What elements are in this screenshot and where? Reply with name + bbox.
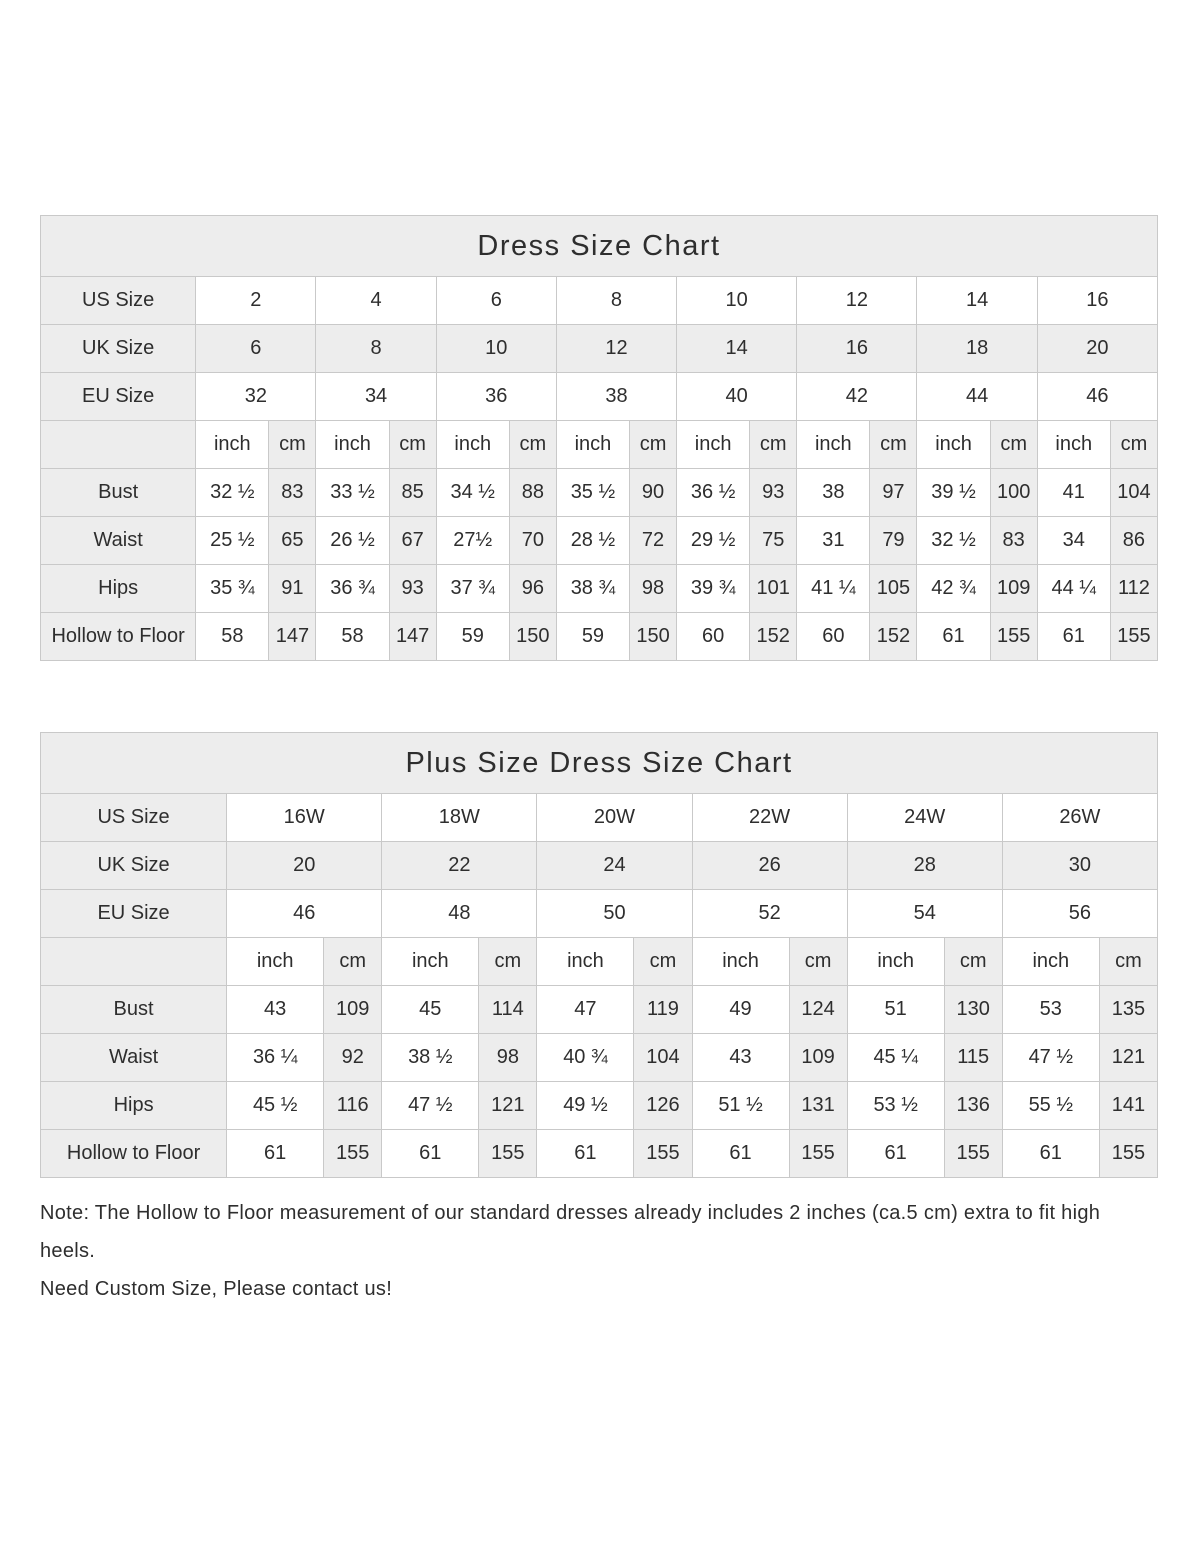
us-size-value: 18W xyxy=(382,794,537,842)
waist-cm-value: 67 xyxy=(389,517,436,565)
uk-size-value: 30 xyxy=(1002,842,1157,890)
bust-cm-value: 100 xyxy=(990,469,1037,517)
hollow-inch-value: 61 xyxy=(1037,613,1110,661)
unit-header-inch: inch xyxy=(556,421,629,469)
us-size-value: 16W xyxy=(227,794,382,842)
uk-size-value: 16 xyxy=(797,325,917,373)
hollow-inch-value: 61 xyxy=(227,1130,324,1178)
us-size-value: 16 xyxy=(1037,277,1157,325)
hollow-cm-value: 152 xyxy=(870,613,917,661)
plus-size-dress-chart-table xyxy=(40,732,1158,1178)
hollow-cm-value: 152 xyxy=(750,613,797,661)
row-label-units xyxy=(41,938,227,986)
uk-size-value: 8 xyxy=(316,325,436,373)
row-label-hips: Hips xyxy=(41,565,196,613)
eu-size-value: 36 xyxy=(436,373,556,421)
unit-header-cm: cm xyxy=(944,938,1002,986)
waist-inch-value: 31 xyxy=(797,517,870,565)
unit-header-cm: cm xyxy=(1099,938,1157,986)
eu-size-value: 42 xyxy=(797,373,917,421)
hips-inch-value: 51 ½ xyxy=(692,1082,789,1130)
hips-inch-value: 42 ¾ xyxy=(917,565,990,613)
uk-size-value: 18 xyxy=(917,325,1037,373)
uk-size-value: 24 xyxy=(537,842,692,890)
hips-cm-value: 141 xyxy=(1099,1082,1157,1130)
uk-size-value: 28 xyxy=(847,842,1002,890)
uk-size-value: 26 xyxy=(692,842,847,890)
waist-cm-value: 98 xyxy=(479,1034,537,1082)
bust-cm-value: 90 xyxy=(630,469,677,517)
us-size-value: 8 xyxy=(556,277,676,325)
eu-size-value: 38 xyxy=(556,373,676,421)
hips-inch-value: 41 ¼ xyxy=(797,565,870,613)
hollow-inch-value: 59 xyxy=(556,613,629,661)
hips-cm-value: 126 xyxy=(634,1082,692,1130)
bust-inch-value: 34 ½ xyxy=(436,469,509,517)
us-size-value: 20W xyxy=(537,794,692,842)
bust-inch-value: 53 xyxy=(1002,986,1099,1034)
eu-size-value: 52 xyxy=(692,890,847,938)
unit-header-inch: inch xyxy=(382,938,479,986)
us-size-value: 24W xyxy=(847,794,1002,842)
bust-cm-value: 114 xyxy=(479,986,537,1034)
waist-cm-value: 115 xyxy=(944,1034,1002,1082)
hollow-cm-value: 155 xyxy=(634,1130,692,1178)
hollow-cm-value: 155 xyxy=(1110,613,1157,661)
unit-header-cm: cm xyxy=(269,421,316,469)
hollow-cm-value: 150 xyxy=(509,613,556,661)
unit-header-inch: inch xyxy=(692,938,789,986)
us-size-value: 10 xyxy=(677,277,797,325)
waist-inch-value: 40 ¾ xyxy=(537,1034,634,1082)
bust-inch-value: 32 ½ xyxy=(196,469,269,517)
hips-cm-value: 96 xyxy=(509,565,556,613)
bust-cm-value: 97 xyxy=(870,469,917,517)
hollow-cm-value: 155 xyxy=(990,613,1037,661)
eu-size-value: 46 xyxy=(227,890,382,938)
waist-cm-value: 86 xyxy=(1110,517,1157,565)
uk-size-value: 22 xyxy=(382,842,537,890)
hips-cm-value: 93 xyxy=(389,565,436,613)
row-label-waist: Waist xyxy=(41,517,196,565)
waist-cm-value: 79 xyxy=(870,517,917,565)
bust-cm-value: 85 xyxy=(389,469,436,517)
hips-inch-value: 53 ½ xyxy=(847,1082,944,1130)
bust-cm-value: 104 xyxy=(1110,469,1157,517)
bust-cm-value: 130 xyxy=(944,986,1002,1034)
unit-header-inch: inch xyxy=(436,421,509,469)
bust-cm-value: 119 xyxy=(634,986,692,1034)
eu-size-value: 44 xyxy=(917,373,1037,421)
hips-cm-value: 91 xyxy=(269,565,316,613)
row-label-eu-size: EU Size xyxy=(41,373,196,421)
bust-inch-value: 47 xyxy=(537,986,634,1034)
row-label-us-size: US Size xyxy=(41,277,196,325)
us-size-value: 4 xyxy=(316,277,436,325)
unit-header-inch: inch xyxy=(1037,421,1110,469)
hollow-cm-value: 155 xyxy=(944,1130,1002,1178)
waist-cm-value: 65 xyxy=(269,517,316,565)
hollow-inch-value: 61 xyxy=(537,1130,634,1178)
unit-header-inch: inch xyxy=(847,938,944,986)
uk-size-value: 6 xyxy=(196,325,316,373)
unit-header-inch: inch xyxy=(316,421,389,469)
hips-cm-value: 105 xyxy=(870,565,917,613)
uk-size-value: 20 xyxy=(1037,325,1157,373)
unit-header-cm: cm xyxy=(750,421,797,469)
eu-size-value: 56 xyxy=(1002,890,1157,938)
waist-inch-value: 34 xyxy=(1037,517,1110,565)
row-label-units xyxy=(41,421,196,469)
waist-cm-value: 104 xyxy=(634,1034,692,1082)
hips-inch-value: 36 ¾ xyxy=(316,565,389,613)
us-size-value: 26W xyxy=(1002,794,1157,842)
row-label-eu-size: EU Size xyxy=(41,890,227,938)
eu-size-value: 32 xyxy=(196,373,316,421)
hollow-cm-value: 155 xyxy=(1099,1130,1157,1178)
bust-inch-value: 49 xyxy=(692,986,789,1034)
hollow-inch-value: 61 xyxy=(692,1130,789,1178)
waist-cm-value: 92 xyxy=(324,1034,382,1082)
eu-size-value: 40 xyxy=(677,373,797,421)
us-size-value: 6 xyxy=(436,277,556,325)
waist-inch-value: 28 ½ xyxy=(556,517,629,565)
unit-header-cm: cm xyxy=(479,938,537,986)
waist-cm-value: 70 xyxy=(509,517,556,565)
hips-cm-value: 121 xyxy=(479,1082,537,1130)
bust-cm-value: 135 xyxy=(1099,986,1157,1034)
hips-inch-value: 44 ¼ xyxy=(1037,565,1110,613)
waist-cm-value: 121 xyxy=(1099,1034,1157,1082)
hollow-to-floor-note: Note: The Hollow to Floor measurement of our standard dresses already includes 2 inches (ca.5 cm) extra to fit high heels. xyxy=(40,1202,1101,1262)
custom-size-note: Need Custom Size, Please contact us! xyxy=(40,1278,393,1300)
bust-inch-value: 43 xyxy=(227,986,324,1034)
unit-header-cm: cm xyxy=(990,421,1037,469)
hollow-inch-value: 58 xyxy=(196,613,269,661)
uk-size-value: 20 xyxy=(227,842,382,890)
waist-inch-value: 38 ½ xyxy=(382,1034,479,1082)
hollow-inch-value: 60 xyxy=(797,613,870,661)
us-size-value: 12 xyxy=(797,277,917,325)
bust-cm-value: 83 xyxy=(269,469,316,517)
row-label-us-size: US Size xyxy=(41,794,227,842)
row-label-bust: Bust xyxy=(41,986,227,1034)
waist-inch-value: 47 ½ xyxy=(1002,1034,1099,1082)
hollow-cm-value: 155 xyxy=(789,1130,847,1178)
bust-inch-value: 45 xyxy=(382,986,479,1034)
unit-header-cm: cm xyxy=(789,938,847,986)
hollow-cm-value: 147 xyxy=(389,613,436,661)
bust-cm-value: 124 xyxy=(789,986,847,1034)
row-label-hollow: Hollow to Floor xyxy=(41,1130,227,1178)
row-label-hollow: Hollow to Floor xyxy=(41,613,196,661)
waist-inch-value: 29 ½ xyxy=(677,517,750,565)
unit-header-inch: inch xyxy=(917,421,990,469)
hollow-cm-value: 155 xyxy=(479,1130,537,1178)
bust-inch-value: 41 xyxy=(1037,469,1110,517)
unit-header-inch: inch xyxy=(537,938,634,986)
hips-inch-value: 38 ¾ xyxy=(556,565,629,613)
hips-inch-value: 39 ¾ xyxy=(677,565,750,613)
unit-header-cm: cm xyxy=(630,421,677,469)
uk-size-value: 12 xyxy=(556,325,676,373)
us-size-value: 14 xyxy=(917,277,1037,325)
eu-size-value: 34 xyxy=(316,373,436,421)
unit-header-cm: cm xyxy=(870,421,917,469)
hips-inch-value: 49 ½ xyxy=(537,1082,634,1130)
hollow-cm-value: 155 xyxy=(324,1130,382,1178)
unit-header-cm: cm xyxy=(389,421,436,469)
standard-chart-title: Dress Size Chart xyxy=(41,216,1158,277)
unit-header-inch: inch xyxy=(677,421,750,469)
uk-size-value: 10 xyxy=(436,325,556,373)
hips-inch-value: 35 ¾ xyxy=(196,565,269,613)
unit-header-inch: inch xyxy=(227,938,324,986)
bust-cm-value: 93 xyxy=(750,469,797,517)
bust-inch-value: 35 ½ xyxy=(556,469,629,517)
unit-header-cm: cm xyxy=(634,938,692,986)
eu-size-value: 50 xyxy=(537,890,692,938)
bust-inch-value: 36 ½ xyxy=(677,469,750,517)
hips-inch-value: 47 ½ xyxy=(382,1082,479,1130)
row-label-hips: Hips xyxy=(41,1082,227,1130)
hips-cm-value: 112 xyxy=(1110,565,1157,613)
bust-inch-value: 33 ½ xyxy=(316,469,389,517)
row-label-bust: Bust xyxy=(41,469,196,517)
unit-header-cm: cm xyxy=(1110,421,1157,469)
hollow-inch-value: 61 xyxy=(847,1130,944,1178)
hips-inch-value: 37 ¾ xyxy=(436,565,509,613)
size-chart-content xyxy=(40,215,1158,1308)
waist-inch-value: 43 xyxy=(692,1034,789,1082)
bust-cm-value: 109 xyxy=(324,986,382,1034)
dress-size-chart-table xyxy=(40,215,1158,661)
row-label-uk-size: UK Size xyxy=(41,842,227,890)
waist-inch-value: 45 ¼ xyxy=(847,1034,944,1082)
unit-header-inch: inch xyxy=(797,421,870,469)
hollow-cm-value: 150 xyxy=(630,613,677,661)
us-size-value: 2 xyxy=(196,277,316,325)
bust-inch-value: 38 xyxy=(797,469,870,517)
eu-size-value: 48 xyxy=(382,890,537,938)
hips-cm-value: 98 xyxy=(630,565,677,613)
hollow-inch-value: 58 xyxy=(316,613,389,661)
row-label-waist: Waist xyxy=(41,1034,227,1082)
hollow-inch-value: 61 xyxy=(917,613,990,661)
hips-cm-value: 116 xyxy=(324,1082,382,1130)
bust-inch-value: 51 xyxy=(847,986,944,1034)
us-size-value: 22W xyxy=(692,794,847,842)
eu-size-value: 46 xyxy=(1037,373,1157,421)
hips-cm-value: 136 xyxy=(944,1082,1002,1130)
hips-cm-value: 101 xyxy=(750,565,797,613)
note-block xyxy=(40,1194,1158,1308)
eu-size-value: 54 xyxy=(847,890,1002,938)
unit-header-cm: cm xyxy=(324,938,382,986)
hollow-inch-value: 60 xyxy=(677,613,750,661)
waist-cm-value: 109 xyxy=(789,1034,847,1082)
hips-inch-value: 45 ½ xyxy=(227,1082,324,1130)
hollow-inch-value: 61 xyxy=(382,1130,479,1178)
bust-cm-value: 88 xyxy=(509,469,556,517)
waist-inch-value: 36 ¼ xyxy=(227,1034,324,1082)
waist-inch-value: 27½ xyxy=(436,517,509,565)
hollow-inch-value: 59 xyxy=(436,613,509,661)
row-label-uk-size: UK Size xyxy=(41,325,196,373)
waist-cm-value: 72 xyxy=(630,517,677,565)
bust-inch-value: 39 ½ xyxy=(917,469,990,517)
hollow-cm-value: 147 xyxy=(269,613,316,661)
hips-cm-value: 109 xyxy=(990,565,1037,613)
waist-cm-value: 75 xyxy=(750,517,797,565)
hips-inch-value: 55 ½ xyxy=(1002,1082,1099,1130)
uk-size-value: 14 xyxy=(677,325,797,373)
waist-inch-value: 26 ½ xyxy=(316,517,389,565)
hollow-inch-value: 61 xyxy=(1002,1130,1099,1178)
unit-header-inch: inch xyxy=(1002,938,1099,986)
waist-inch-value: 25 ½ xyxy=(196,517,269,565)
hips-cm-value: 131 xyxy=(789,1082,847,1130)
plus-chart-title: Plus Size Dress Size Chart xyxy=(41,733,1158,794)
waist-inch-value: 32 ½ xyxy=(917,517,990,565)
unit-header-cm: cm xyxy=(509,421,556,469)
waist-cm-value: 83 xyxy=(990,517,1037,565)
unit-header-inch: inch xyxy=(196,421,269,469)
